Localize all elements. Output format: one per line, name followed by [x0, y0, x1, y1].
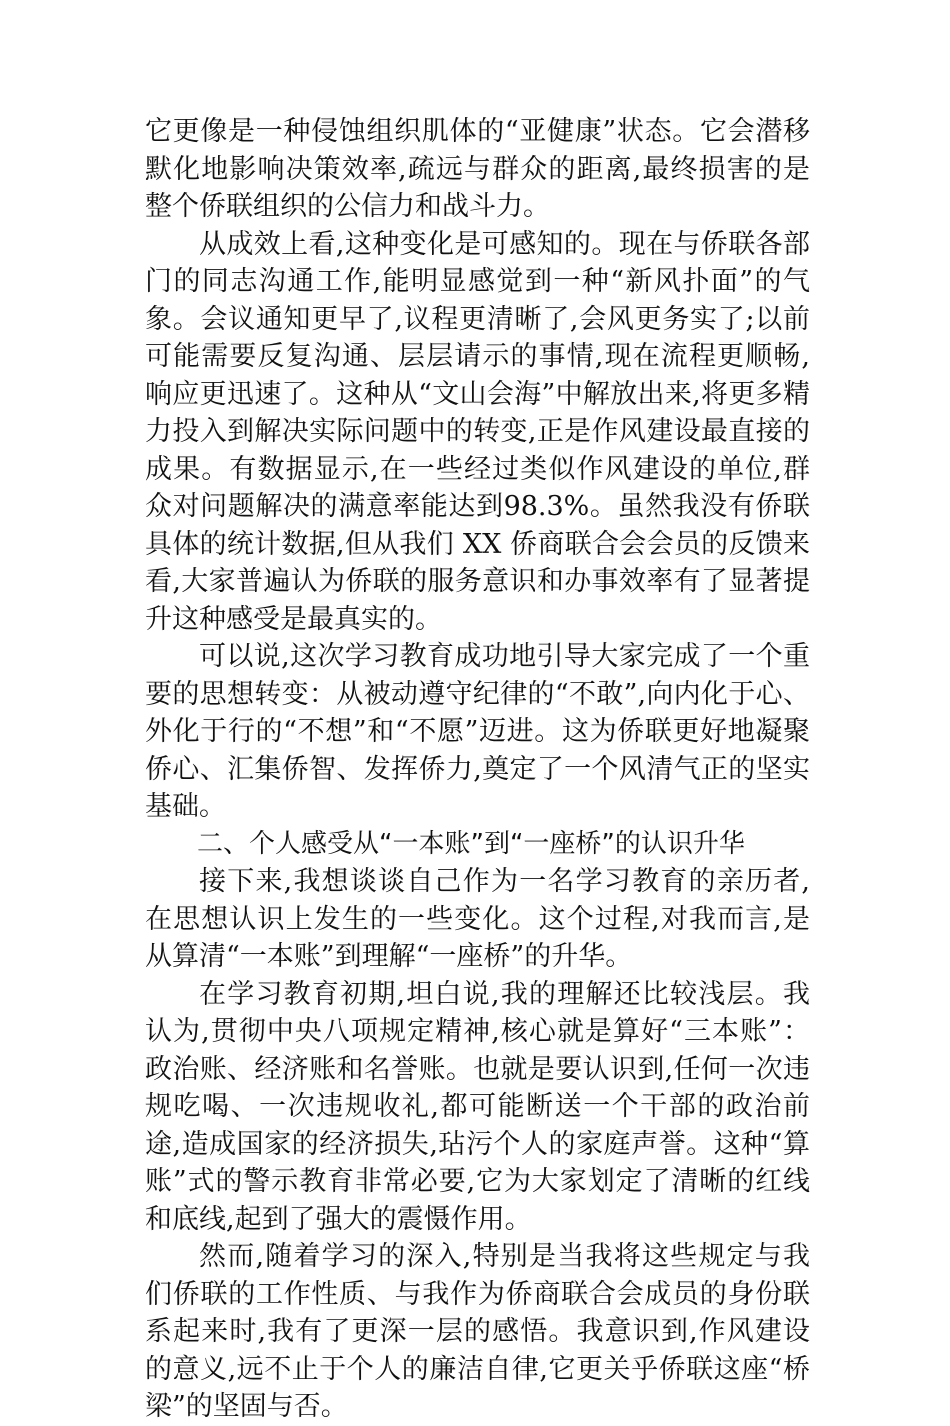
paragraph-effects: 从成效上看,这种变化是可感知的。现在与侨联各部门的同志沟通工作,能明显感觉到一种“新风扑面”的气象。会议通知更早了,议程更清晰了,会风更务实了;以前可能需要反复沟通、层层请示的事情,现在流程更顺畅,响应更迅速了。这种从“文山会海”中解放出来,将更多精力投入到解决实际问题中的转变,正是作风建设最直接的成果。有数据显示,在一些经过类似作风建设的单位,群众对问题解决的满意率能达到98.3%。虽然我没有侨联具体的统计数据,但从我们 XX 侨商联合会会员的反馈来看,大家普遍认为侨联的服务意识和办事效率有了显著提升这种感受是最真实的。	[145, 228, 810, 635]
paragraph-continuation: 它更像是一种侵蚀组织肌体的“亚健康”状态。它会潜移默化地影响决策效率,疏远与群众的距离,最终损害的是整个侨联组织的公信力和战斗力。	[145, 116, 810, 222]
section-heading: 二、个人感受从“一本账”到“一座桥”的认识升华	[197, 828, 745, 859]
paragraph-three-accounts: 在学习教育初期,坦白说,我的理解还比较浅层。我认为,贯彻中央八项规定精神,核心就是算好“三本账”：政治账、经济账和名誉账。也就是要认识到,任何一次违规吃喝、一次违规收礼,都可能断送一个干部的政治前途,造成国家的经济损失,玷污个人的家庭声誉。这种“算账”式的警示教育非常必要,它为大家划定了清晰的红线和底线,起到了强大的震慑作用。	[145, 978, 810, 1235]
paragraph-intro-personal: 接下来,我想谈谈自己作为一名学习教育的亲历者,在思想认识上发生的一些变化。这个过程,对我而言,是从算清“一本账”到理解“一座桥”的升华。	[145, 866, 810, 972]
document-body	[145, 113, 810, 1426]
paragraph-bridge: 然而,随着学习的深入,特别是当我将这些规定与我们侨联的工作性质、与我作为侨商联合会成员的身份联系起来时,我有了更深一层的感悟。我意识到,作风建设的意义,远不止于个人的廉洁自律,它更关乎侨联这座“桥梁”的坚固与否。	[145, 1241, 810, 1422]
paragraph-mindset-shift: 可以说,这次学习教育成功地引导大家完成了一个重要的思想转变：从被动遵守纪律的“不敢”,向内化于心、外化于行的“不想”和“不愿”迈进。这为侨联更好地凝聚侨心、汇集侨智、发挥侨力,奠定了一个风清气正的坚实基础。	[145, 641, 810, 822]
